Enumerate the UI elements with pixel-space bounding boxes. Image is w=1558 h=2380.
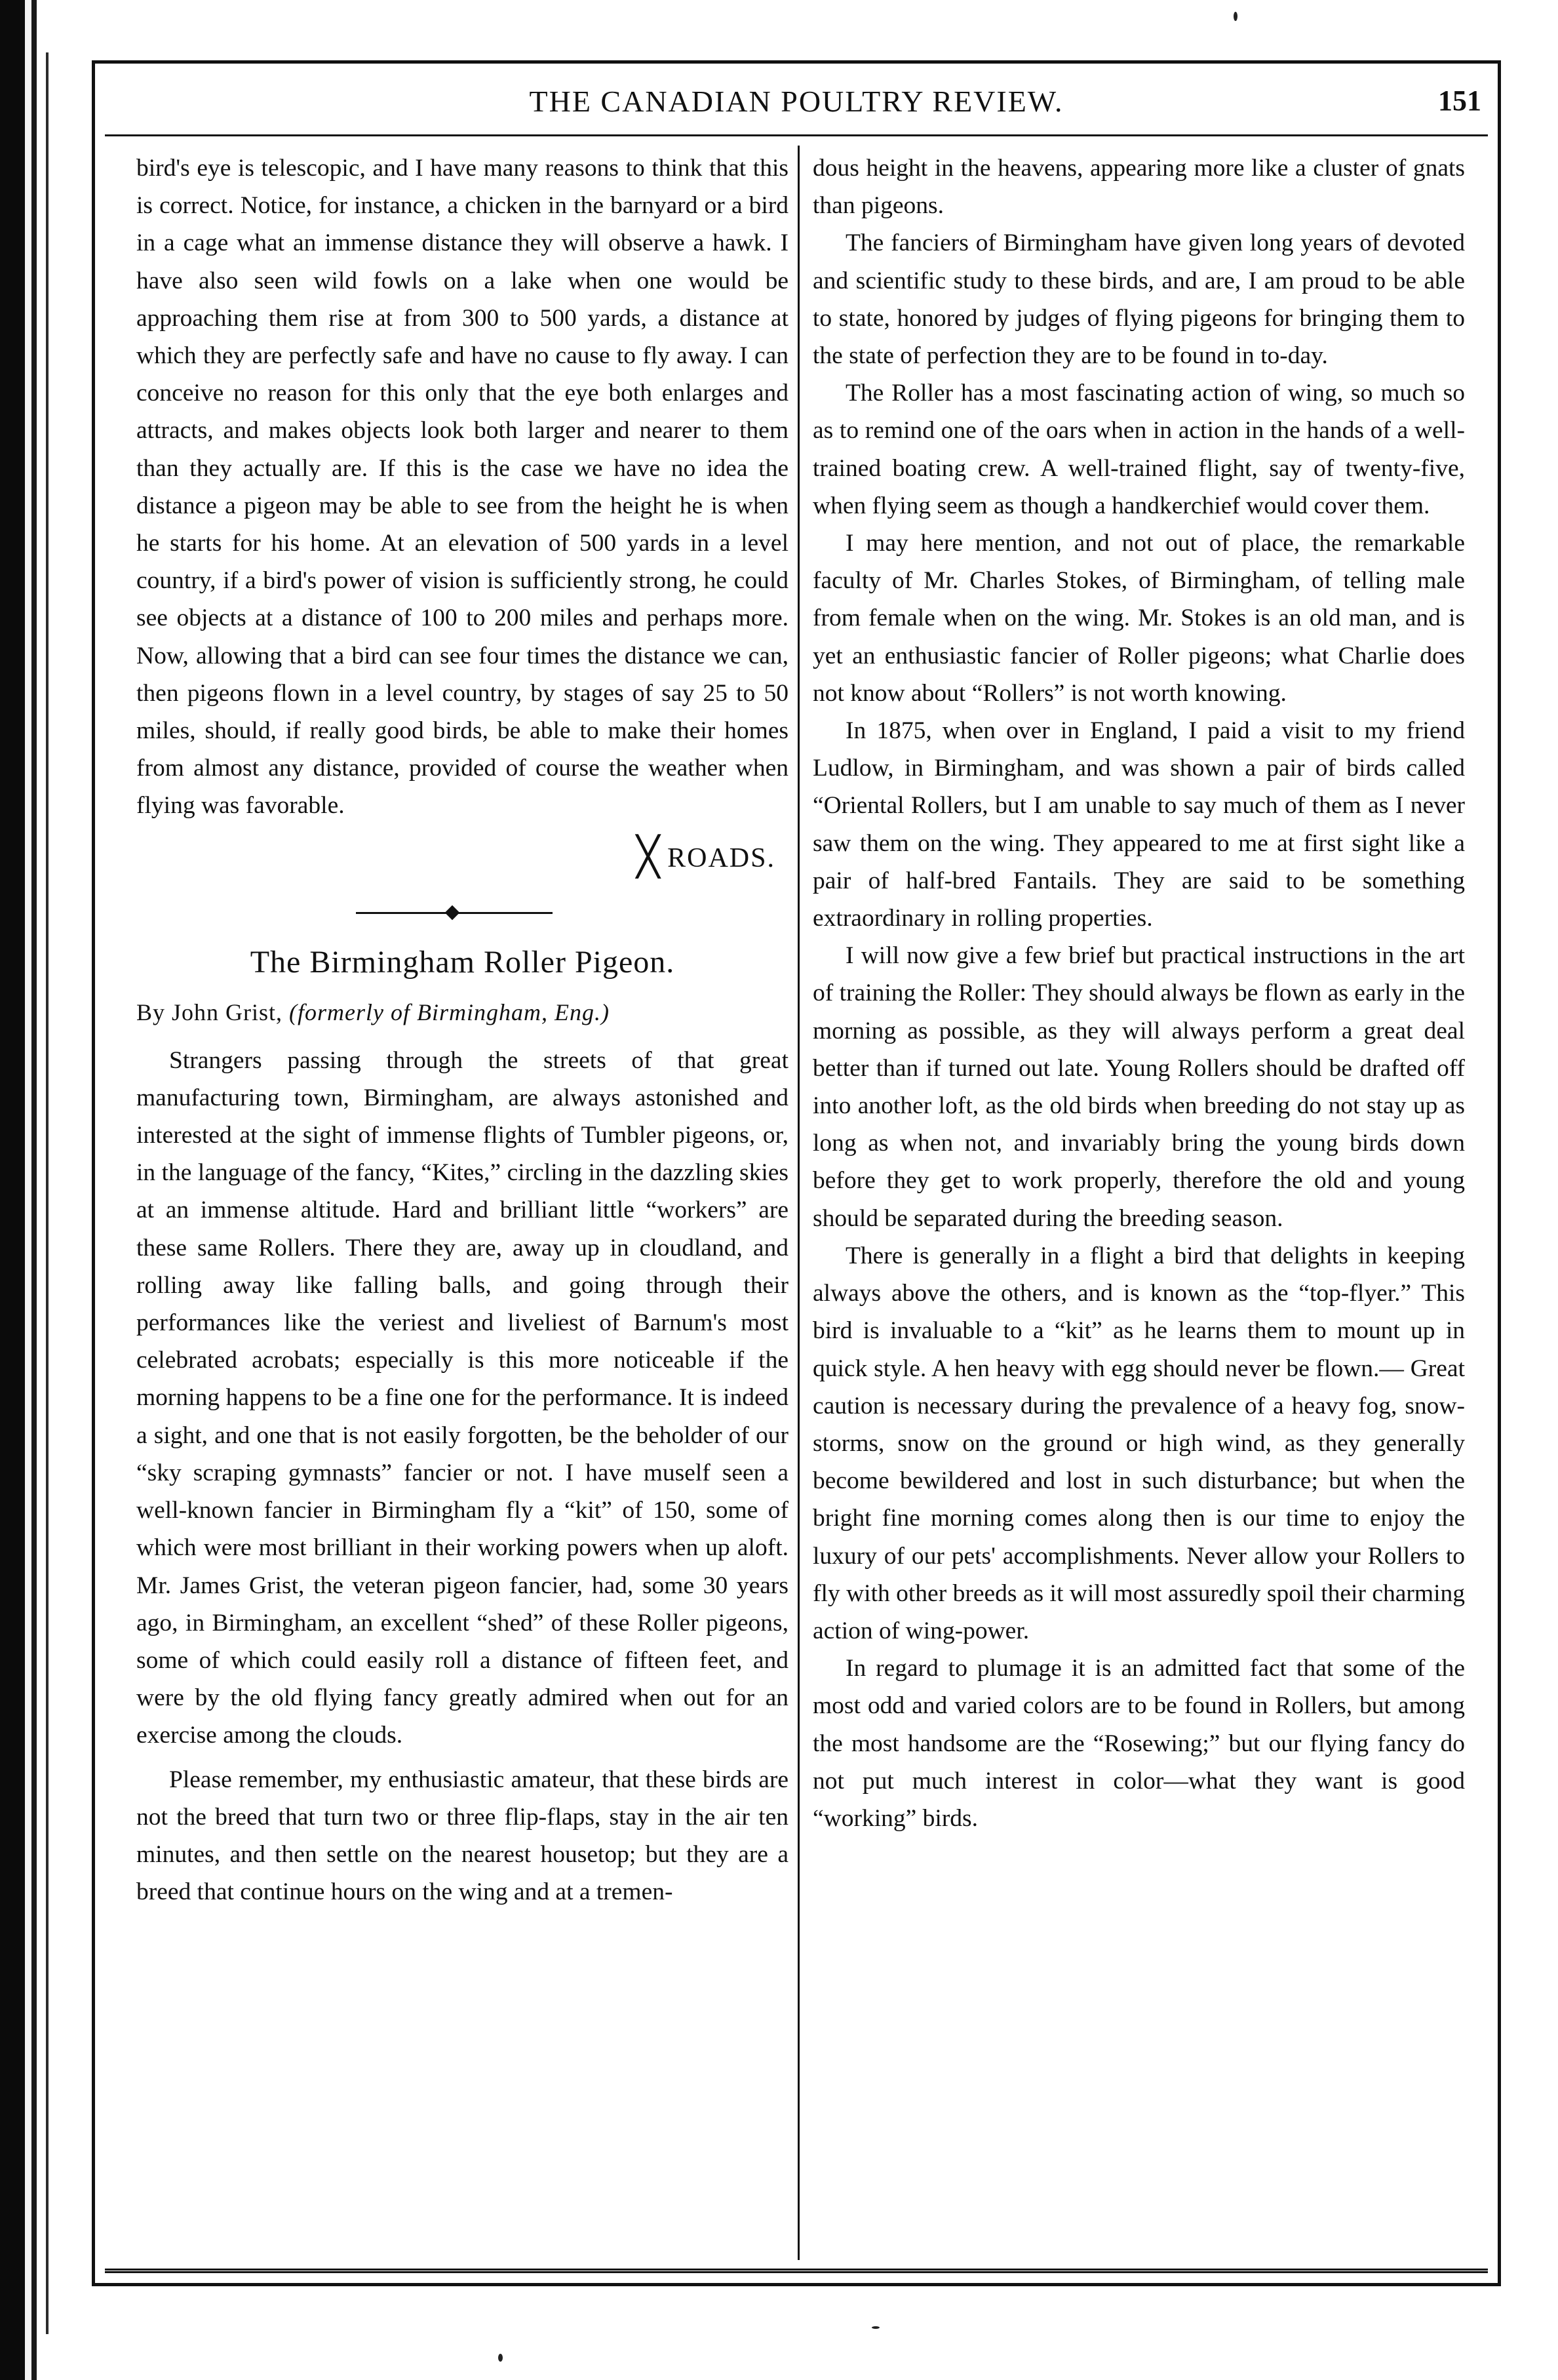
paragraph: There is generally in a flight a bird that delights in keeping always above the others, and is known as the “top-flyer.” This bird is invaluable to a “kit” as he learns them to mount up in quick style. A hen heavy with egg should never be flown.— Great caution is necessary during the prevalence of a heavy fog, snow-storms, snow on the ground or high wind, as they generally become bewildered and lost in such disturbance; but when the bright fine morning comes along then is our time to enjoy the luxury of our pets' accomplishments. Never allow your Rollers to fly with other breeds as it will most assuredly spoil their charming action of wing-power. xyxy=(813,1242,1465,1644)
paragraph: The Roller has a most fascinating action of wing, so much so as to remind one of the oars when in action in the hands of a well-trained boating crew. A well-trained flight, say of twenty-five, when flying seem as though a handkerchief would cover them. xyxy=(813,380,1465,519)
bottom-rule xyxy=(105,2269,1488,2271)
running-title: THE CANADIAN POULTRY REVIEW. xyxy=(529,85,1064,118)
paragraph: The fanciers of Birmingham have given long years of devoted and scientific study to these birds, and are, I am proud to be able to state, honored by judges of flying pigeons for bringing them to the state of perfection they are to be found in to-day. xyxy=(813,229,1465,370)
signature xyxy=(136,833,775,879)
byline-author: By John Grist, xyxy=(136,999,283,1025)
paragraph: I may here mention, and not out of place, the remarkable faculty of Mr. Charles Stokes, of Birmingham, of telling male from female when on the wing. Mr. Stokes is an old man, and is yet an enthusiastic fancier of Roller pigeons; what Charlie does not know about “Rollers” is not worth knowing. xyxy=(813,530,1465,707)
print-speck xyxy=(1234,12,1237,21)
page-header xyxy=(105,72,1488,131)
binding-edge xyxy=(31,0,37,2380)
paragraph: bird's eye is telescopic, and I have many reasons to think that this is correct. Notice, for instance, a chicken in the barnyard or a bird in a cage what an immense distance they will observe a hawk. I have also seen wild fowls on a lake when one would be approaching them rise at from 300 to 500 yards, a distance at which they are perfectly safe and have no cause to fly away. I can conceive no reason for this only that the eye both enlarges and attracts, and makes objects look both larger and nearer to them than they actually are. If this is the case we have no idea the distance a pigeon may be able to see from the height he is when he starts for his home. At an elevation of 500 yards in a level country, if a bird's power of vision is sufficiently strong, he could see objects at a distance of 100 to 200 miles and perhaps more. Now, allowing that a bird can see four times the distance we can, then pigeons flown in a level country, by stages of say 25 to 50 miles, should, if really good birds, be able to make their homes from almost any distance, provided of course the weather when flying was favorable. xyxy=(136,155,789,820)
right-column xyxy=(813,149,1465,1837)
byline xyxy=(136,995,789,1030)
byline-note: (formerly of Birmingham, Eng.) xyxy=(289,999,610,1025)
paragraph: Please remember, my enthusiastic amateur, that these birds are not the breed that turn two or three flip-flaps, stay in the air ten minutes, and then settle on the nearest housetop; but they are a breed that continue hours on the wing and at a tremen- xyxy=(136,1766,789,1906)
column-divider xyxy=(798,146,800,2260)
binding-gap xyxy=(25,0,31,2380)
paragraph: In regard to plumage it is an admitted fact that some of the most odd and varied colors are to be found in Rollers, but among the most handsome are the “Rosewing;” but our flying fancy do not put much interest in color—what they want is good “working” birds. xyxy=(813,1655,1465,1832)
paragraph: In 1875, when over in England, I paid a visit to my friend Ludlow, in Birmingham, and was shown a pair of birds called “Oriental Rollers, but I am unable to say much of them as I never saw them on the wing. They appeared to me at first sight like a pair of half-bred Fantails. They are said to be something extraordinary in rolling properties. xyxy=(813,717,1465,932)
print-speck xyxy=(872,2326,880,2329)
article-title: The Birmingham Roller Pigeon. xyxy=(250,944,675,980)
paragraph: I will now give a few brief but practical instructions in the art of training the Roller: They should always be flown as early in the morning as possible, as they will always perform a great deal better than if turned out late. Young Rollers should be drafted off into another loft, as the old birds when breeding do not stay up as long as when not, and invariably bring the young birds down before they get to work properly, therefore the old and young should be separated during the breeding season. xyxy=(813,942,1465,1232)
signature-name: ROADS. xyxy=(667,843,775,873)
section-ornament xyxy=(136,898,789,928)
binding-hairline xyxy=(46,52,49,2334)
page-number: 151 xyxy=(1438,85,1481,117)
paragraph: dous height in the heavens, appearing more like a cluster of gnats than pigeons. xyxy=(813,155,1465,220)
binding-shadow xyxy=(0,0,25,2380)
cross-mark: ╳ xyxy=(636,833,661,879)
paragraph: Strangers passing through the streets of that great manufacturing town, Birmingham, are always astonished and interested at the sight of immense flights of Tumbler pigeons, or, in the language of the fancy, “Kites,” circling in the dazzling skies at an immense altitude. Hard and brilliant little “workers” are these same Rollers. There they are, away up in cloudland, and rolling away like falling balls, and going through their performances like the veriest and liveliest of Barnum's most celebrated acrobats; especially is this more noticeable if the morning happens to be a fine one for the performance. It is indeed a sight, and one that is not easily forgotten, be the beholder of our “sky scraping gymnasts” fancier or not. I have muself seen a well-known fancier in Birmingham fly a “kit” of 150, some of which were most brilliant in their working powers when up aloft. Mr. James Grist, the veteran pigeon fancier, had, some 30 years ago, in Birmingham, an excellent “shed” of these Roller pigeons, some of which could easily roll a distance of fifteen feet, and were by the old flying fancy greatly admired when out for an exercise among the clouds. xyxy=(136,1046,789,1749)
print-speck xyxy=(498,2354,503,2362)
ornament-diamond xyxy=(445,905,460,920)
left-column xyxy=(136,149,789,1911)
